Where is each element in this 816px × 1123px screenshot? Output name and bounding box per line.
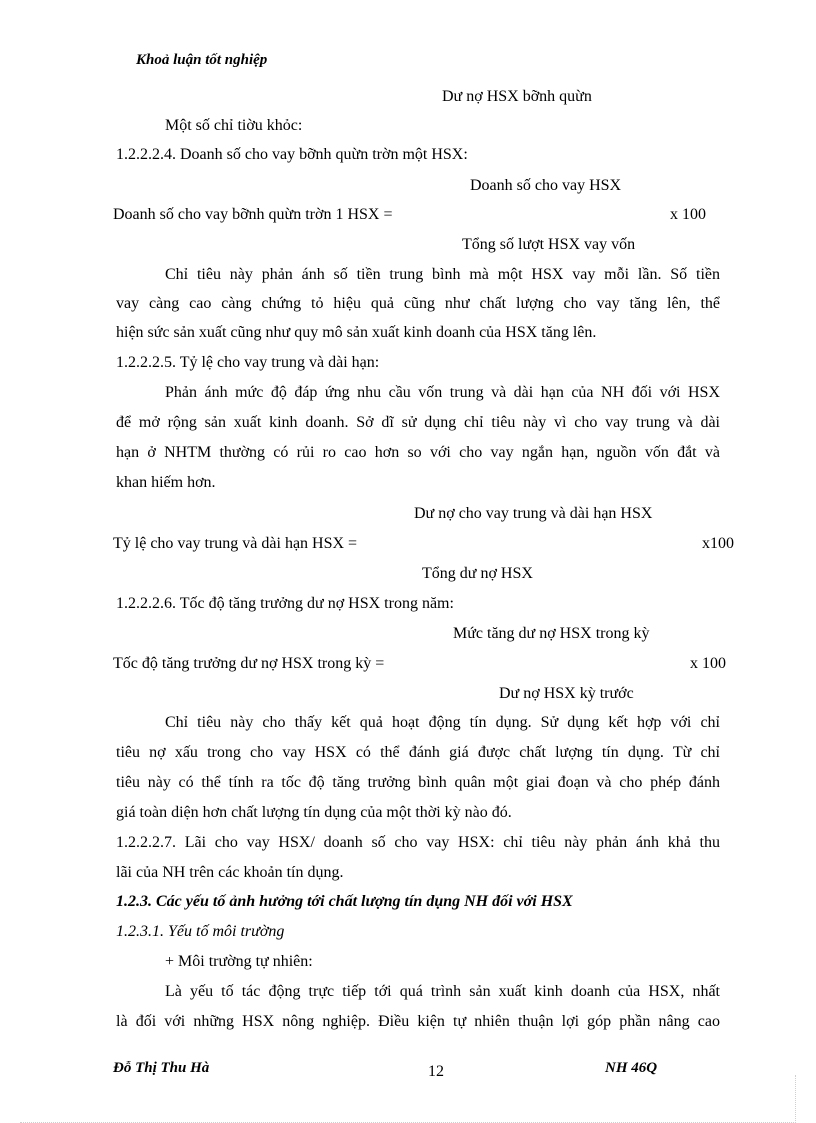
section-heading: 1.2.2.2.4. Doanh số cho vay bỡnh quừn trờn một HSX:	[116, 146, 468, 163]
formula-multiplier: x100	[702, 535, 734, 552]
paragraph-line: Chỉ tiêu này phản ánh số tiền trung bình mà một HSX vay mỗi lần. Số tiền	[165, 266, 720, 283]
formula-denominator: Tổng dư nợ HSX	[422, 565, 533, 582]
formula-numerator: Mức tăng dư nợ HSX trong kỳ	[453, 625, 650, 642]
paragraph-line: Phản ánh mức độ đáp ứng nhu cầu vốn trung và dài hạn của NH đối với HSX	[165, 384, 720, 401]
footer-class: NH 46Q	[605, 1060, 658, 1076]
subsection-heading: 1.2.3.1. Yếu tố môi trường	[116, 923, 285, 940]
footer-author: Đỗ Thị Thu Hà	[113, 1060, 210, 1076]
section-heading: 1.2.3. Các yếu tố ảnh hưởng tới chất lượng tín dụng NH đối với HSX	[116, 893, 573, 910]
formula-multiplier: x 100	[690, 655, 726, 672]
paragraph-line: tiêu nợ xấu trong cho vay HSX có thể đánh giá được chất lượng tín dụng. Từ chỉ	[116, 744, 720, 761]
page-header: Khoả luận tốt nghiệp	[136, 52, 268, 68]
section-heading: 1.2.2.2.5. Tỷ lệ cho vay trung và dài hạn:	[116, 354, 380, 371]
formula-multiplier: x 100	[670, 206, 706, 223]
formula-denominator: Dư nợ HSX kỳ trước	[499, 685, 634, 702]
formula-numerator: Doanh số cho vay HSX	[470, 177, 622, 194]
formula-lhs: Tốc độ tăng trưởng dư nợ HSX trong kỳ =	[113, 655, 385, 672]
formula-lhs: Tỷ lệ cho vay trung và dài hạn HSX =	[113, 535, 358, 552]
paragraph-line: hiện sức sản xuất cũng như quy mô sản xuất kinh doanh của HSX tăng lên.	[116, 324, 597, 341]
text-line: Dư nợ HSX bỡnh quừn	[442, 88, 592, 105]
paragraph-line: 1.2.2.2.7. Lãi cho vay HSX/ doanh số cho vay HSX: chỉ tiêu này phản ánh khả thu	[116, 834, 720, 851]
paragraph-line: khan hiếm hơn.	[116, 474, 216, 491]
page-border-right	[795, 1075, 796, 1123]
paragraph-line: Là yếu tố tác động trực tiếp tới quá trình sản xuất kinh doanh của HSX, nhất	[165, 983, 720, 1000]
paragraph-line: để mở rộng sản xuất kinh doanh. Sở dĩ sử dụng chỉ tiêu này vì cho vay trung và dài	[116, 414, 720, 431]
paragraph-line: lãi của NH trên các khoản tín dụng.	[116, 864, 344, 881]
section-heading: 1.2.2.2.6. Tốc độ tăng trưởng dư nợ HSX trong năm:	[116, 595, 454, 612]
paragraph-line: vay càng cao càng chứng tỏ hiệu quả cũng như chất lượng cho vay tăng lên, thể	[116, 295, 720, 312]
paragraph-line: Chỉ tiêu này cho thấy kết quả hoạt động tín dụng. Sử dụng kết hợp với chỉ	[165, 714, 720, 731]
bullet-line: + Môi trường tự nhiên:	[165, 953, 313, 970]
text-line: Một số chỉ tiờu khỏc:	[165, 117, 303, 134]
paragraph-line: tiêu này có thể tính ra tốc độ tăng trưởng bình quân một giai đoạn và cho phép đánh	[116, 774, 720, 791]
paragraph-line: giá toàn diện hơn chất lượng tín dụng của một thời kỳ nào đó.	[116, 804, 512, 821]
paragraph-line: là đối với những HSX nông nghiệp. Điều kiện tự nhiên thuận lợi góp phần nâng cao	[116, 1013, 720, 1030]
formula-denominator: Tổng số lượt HSX vay vốn	[462, 236, 636, 253]
paragraph-line: hạn ở NHTM thường có rủi ro cao hơn so với cho vay ngắn hạn, nguồn vốn đắt và	[116, 444, 720, 461]
page-number: 12	[428, 1063, 444, 1080]
formula-lhs: Doanh số cho vay bỡnh quừn trờn 1 HSX =	[113, 206, 393, 223]
formula-numerator: Dư nợ cho vay trung và dài hạn HSX	[414, 505, 653, 522]
